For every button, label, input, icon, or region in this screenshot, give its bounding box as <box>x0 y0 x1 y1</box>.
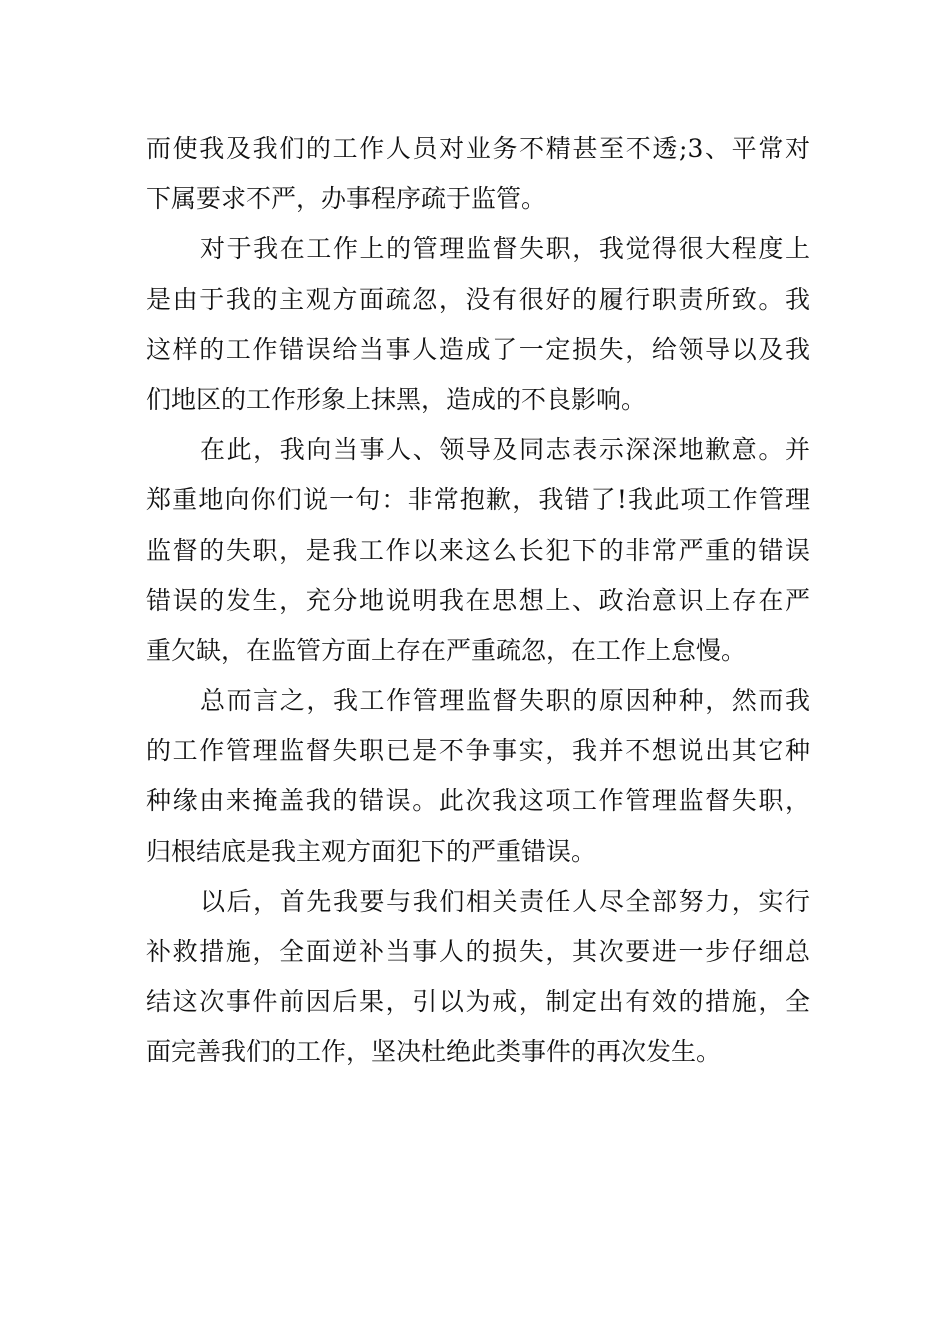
text-line: 补救措施，全面逆补当事人的损失，其次要进一步仔细总 <box>146 937 810 966</box>
text-line: 而使我及我们的工作人员对业务不精甚至不透;3、平常对 <box>146 134 810 163</box>
text-line: 下属要求不严，办事程序疏于监管。 <box>146 184 547 214</box>
text-line: 总而言之，我工作管理监督失职的原因种种，然而我 <box>200 686 810 716</box>
text-line: 监督的失职，是我工作以来这么长犯下的非常严重的错误 <box>146 535 810 565</box>
text-line: 是由于我的主观方面疏忽，没有很好的履行职责所致。我 <box>146 284 810 314</box>
text-line: 重欠缺，在监管方面上存在严重疏忽，在工作上怠慢。 <box>146 635 747 665</box>
text-line: 结这次事件前因后果，引以为戒，制定出有效的措施，全 <box>146 987 810 1017</box>
text-line: 的工作管理监督失职已是不争事实，我并不想说出其它种 <box>146 736 810 766</box>
document-body <box>146 124 810 1078</box>
text-line: 郑重地向你们说一句：非常抱歉，我错了!我此项工作管理 <box>146 485 810 515</box>
paragraph-1 <box>146 124 810 224</box>
text-line: 错误的发生，充分地说明我在思想上、政治意识上存在严 <box>146 585 810 615</box>
text-line: 面完善我们的工作，坚决杜绝此类事件的再次发生。 <box>146 1037 722 1067</box>
text-line: 以后，首先我要与我们相关责任人尽全部努力，实行 <box>200 886 810 916</box>
text-line: 种缘由来掩盖我的错误。此次我这项工作管理监督失职， <box>146 786 810 816</box>
paragraph-2 <box>146 224 810 425</box>
text-line: 对于我在工作上的管理监督失职，我觉得很大程度上 <box>200 234 810 264</box>
text-line: 归根结底是我主观方面犯下的严重错误。 <box>146 836 597 866</box>
paragraph-3 <box>146 425 810 676</box>
paragraph-4 <box>146 676 810 877</box>
text-line: 在此，我向当事人、领导及同志表示深深地歉意。并 <box>200 435 810 465</box>
paragraph-5 <box>146 877 810 1078</box>
text-line: 们地区的工作形象上抹黑，造成的不良影响。 <box>146 384 647 414</box>
text-line: 这样的工作错误给当事人造成了一定损失，给领导以及我 <box>146 334 810 364</box>
